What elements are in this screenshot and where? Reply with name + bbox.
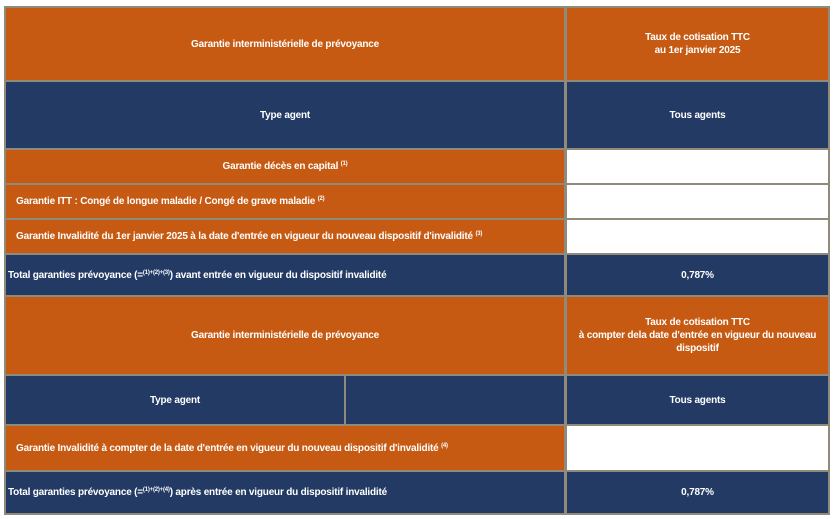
- table1-rate-line2: au 1er janvier 2025: [654, 45, 741, 56]
- footnote-sum-123: (1)+(2)+(3): [142, 269, 170, 276]
- table2-tous-agents: [567, 376, 828, 424]
- table2-type-agent-label: Type agent: [149, 394, 201, 406]
- table1-type-agent-label: Type agent: [259, 109, 311, 121]
- row-deces-label: [6, 150, 564, 183]
- table1-total-rate: 0,787%: [681, 269, 714, 281]
- row-deces-text: Garantie décès en capital $^{(1)}$: [222, 161, 348, 172]
- table2-total-text: Total garanties prévoyance (=$^{(1)+(2)+(4)}$) après entrée en vigueur du dispositif invalidité: [8, 487, 387, 498]
- table2-header-title-text: Garantie interministérielle de prévoyance: [191, 330, 379, 341]
- row-invalidite-nouveau-value: [567, 426, 828, 470]
- table1-type-agent: [6, 82, 564, 148]
- table2-type-agent: [6, 376, 344, 424]
- table2-rate-line1: Taux de cotisation TTC: [645, 317, 750, 328]
- row-invalidite-2025-label: [6, 220, 564, 253]
- table2-total-rate: 0,787%: [681, 487, 714, 498]
- footnote-sum-124: (1)+(2)+(4): [142, 487, 170, 493]
- row-invalidite-2025-text: Garantie Invalidité du 1er janvier 2025 à la date d'entrée en vigueur du nouveau dispositif d'invalidité $^{(3)}$: [16, 231, 483, 242]
- footnote-2: (2): [317, 196, 325, 202]
- row-invalidite-nouveau-label: [6, 426, 564, 470]
- row-itt-text: Garantie ITT : Congé de longue maladie / Congé de grave maladie $^{(2)}$: [16, 196, 325, 207]
- table1-rate-line1: Taux de cotisation TTC: [645, 32, 750, 43]
- table2-rate-line2: à compter dela date d'entrée en vigueur du nouveau: [578, 330, 817, 341]
- table2-header-title: [6, 297, 564, 374]
- table2-total-value: [567, 472, 828, 513]
- row-invalidite-nouveau-text: Garantie Invalidité à compter de la date d'entrée en vigueur du nouveau dispositif d'invalidité $^{(4)}$: [16, 442, 448, 454]
- footnote-4: (4): [441, 442, 448, 449]
- table2-type-agent-empty: [346, 376, 564, 424]
- table2-rate-line3: dispositif: [676, 343, 719, 354]
- table1-tous-agents: [567, 82, 828, 148]
- table2-total-label: [6, 472, 564, 513]
- row-deces-value: [567, 150, 828, 183]
- footnote-3: (3): [475, 231, 483, 237]
- table2-header-rate: [567, 297, 828, 374]
- row-invalidite-2025-value: [567, 220, 828, 253]
- table1-header-rate: [567, 8, 828, 80]
- row-itt-value: [567, 185, 828, 218]
- footnote-1: (1): [340, 161, 348, 167]
- table1-header-title: [6, 8, 564, 80]
- table2-tous-agents-label: Tous agents: [669, 394, 726, 406]
- table1-tous-agents-label: Tous agents: [669, 109, 726, 121]
- table1-header-title-text: Garantie interministérielle de prévoyance: [191, 38, 379, 50]
- row-itt-label: [6, 185, 564, 218]
- table1-total-value: [567, 255, 828, 295]
- table1-total-label: [6, 255, 564, 295]
- table1-total-text: Total garanties prévoyance (=$^{(1)+(2)+(3)}$) avant entrée en vigueur du dispositif invalidité: [8, 269, 387, 281]
